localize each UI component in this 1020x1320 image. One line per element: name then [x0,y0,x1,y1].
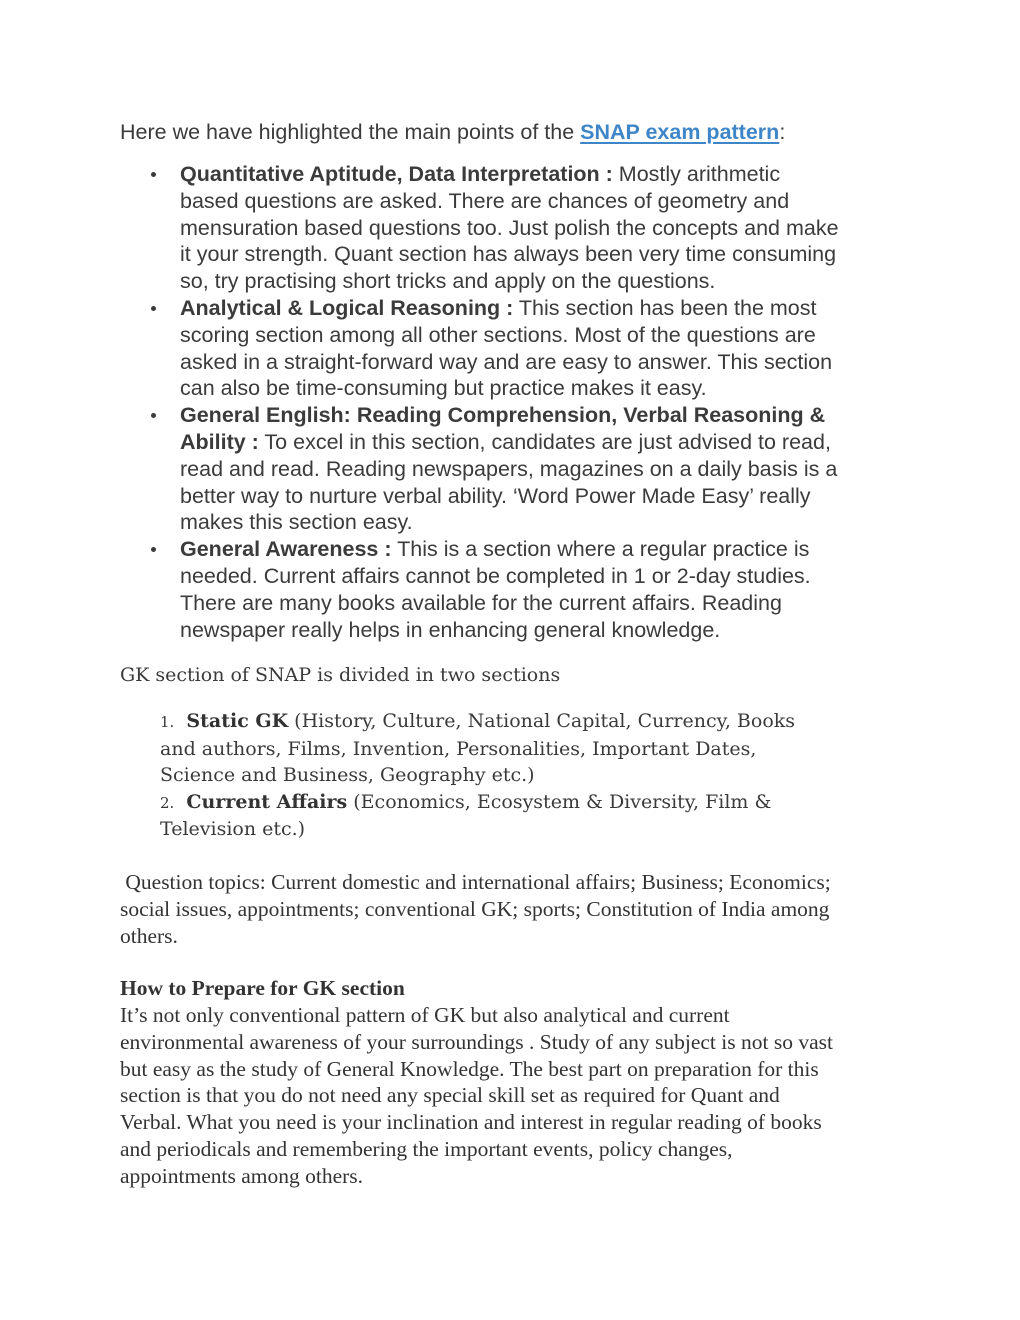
intro-paragraph [120,119,785,146]
item-text: so, try practising short tricks and apply on the questions. [180,269,716,294]
item-text: (Economics, Ecosystem & Diversity, Film & [347,790,772,813]
item-text: and authors, Films, Invention, Personalities, Important Dates, [160,737,757,760]
list-item-current-affairs [160,789,880,843]
intro-colon: : [779,120,786,144]
list-item-english [180,402,905,536]
list-item-reasoning [180,295,905,402]
item-text: Mostly arithmetic [612,162,781,186]
item-text: Television etc.) [160,818,306,840]
item-title: Static GK [186,710,289,732]
item-text: asked in a straight-forward way and are easy to answer. This section [180,349,833,374]
item-text: This is a section where a regular practice is [391,537,810,562]
bullet-icon [151,172,156,177]
item-text: To excel in this section, candidates are just advised to read, [258,429,831,454]
how-to-prepare-heading: How to Prepare for GK section [120,976,405,1000]
paragraph-line: and periodicals and remembering the important events, policy changes, [120,1136,733,1161]
list-item-awareness [180,536,905,643]
item-text: mensuration based questions too. Just polish the concepts and make [180,215,839,240]
item-title: General English: Reading Comprehension, Verbal Reasoning & [180,403,826,428]
paragraph-line: appointments among others. [120,1163,364,1188]
intro-text: Here we have highlighted the main points of the [120,120,581,144]
item-number: 1. [160,713,175,731]
item-text: it your strength. Quant section has always been very time consuming [180,242,837,267]
item-text: makes this section easy. [180,510,413,535]
item-text: newspaper really helps in enhancing general knowledge. [180,617,721,642]
snap-exam-pattern-link[interactable]: SNAP exam pattern [580,120,780,144]
item-title: Quantitative Aptitude, Data Interpretation : [180,162,613,186]
how-to-prepare-paragraph [120,1002,910,1190]
item-text: scoring section among all other sections. Most of the questions are [180,322,816,347]
item-title: Ability : [180,429,259,454]
item-text: read and read. Reading newspapers, magazines on a daily basis is a [180,456,838,481]
item-text: based questions are asked. There are chances of geometry and [180,188,790,213]
bullet-icon [151,547,156,552]
item-text: needed. Current affairs cannot be completed in 1 or 2-day studies. [180,563,811,588]
list-item-static-gk [160,708,880,789]
bullet-icon [151,413,156,418]
paragraph-line: environmental awareness of your surroundings . Study of any subject is not so vast [120,1029,833,1054]
item-text: (History, Culture, National Capital, Currency, Books [288,710,796,732]
item-number: 2. [160,793,175,812]
item-text: better way to nurture verbal ability. ‘Word Power Made Easy’ really [180,483,811,508]
item-title: Current Affairs [186,790,348,813]
question-topics-paragraph [120,869,910,949]
paragraph-line: section is that you do not need any special skill set as required for Quant and [120,1083,780,1108]
item-title: General Awareness : [180,537,392,562]
gk-section-list [160,708,880,843]
bullet-icon [151,306,156,311]
paragraph-line: but easy as the study of General Knowledge. The best part on preparation for this [120,1056,819,1081]
paragraph-line: It’s not only conventional pattern of GK but also analytical and current [120,1003,730,1027]
item-text: Science and Business, Geography etc.) [160,764,535,786]
paragraph-line: Verbal. What you need is your inclination and interest in regular reading of books [120,1110,822,1135]
exam-sections-list [180,161,905,643]
item-title: Analytical & Logical Reasoning : [180,295,514,320]
item-text: There are many books available for the current affairs. Reading [180,590,782,615]
list-item-quant [180,161,905,295]
item-text: This section has been the most [513,295,817,320]
paragraph-line: others. [120,923,178,948]
paragraph-line: Question topics: Current domestic and international affairs; Business; Economics; [120,870,831,894]
gk-section-intro: GK section of SNAP is divided in two sections [120,664,561,686]
paragraph-line: social issues, appointments; conventional GK; sports; Constitution of India among [120,896,830,921]
item-text: can also be time-consuming but practice makes it easy. [180,376,707,401]
